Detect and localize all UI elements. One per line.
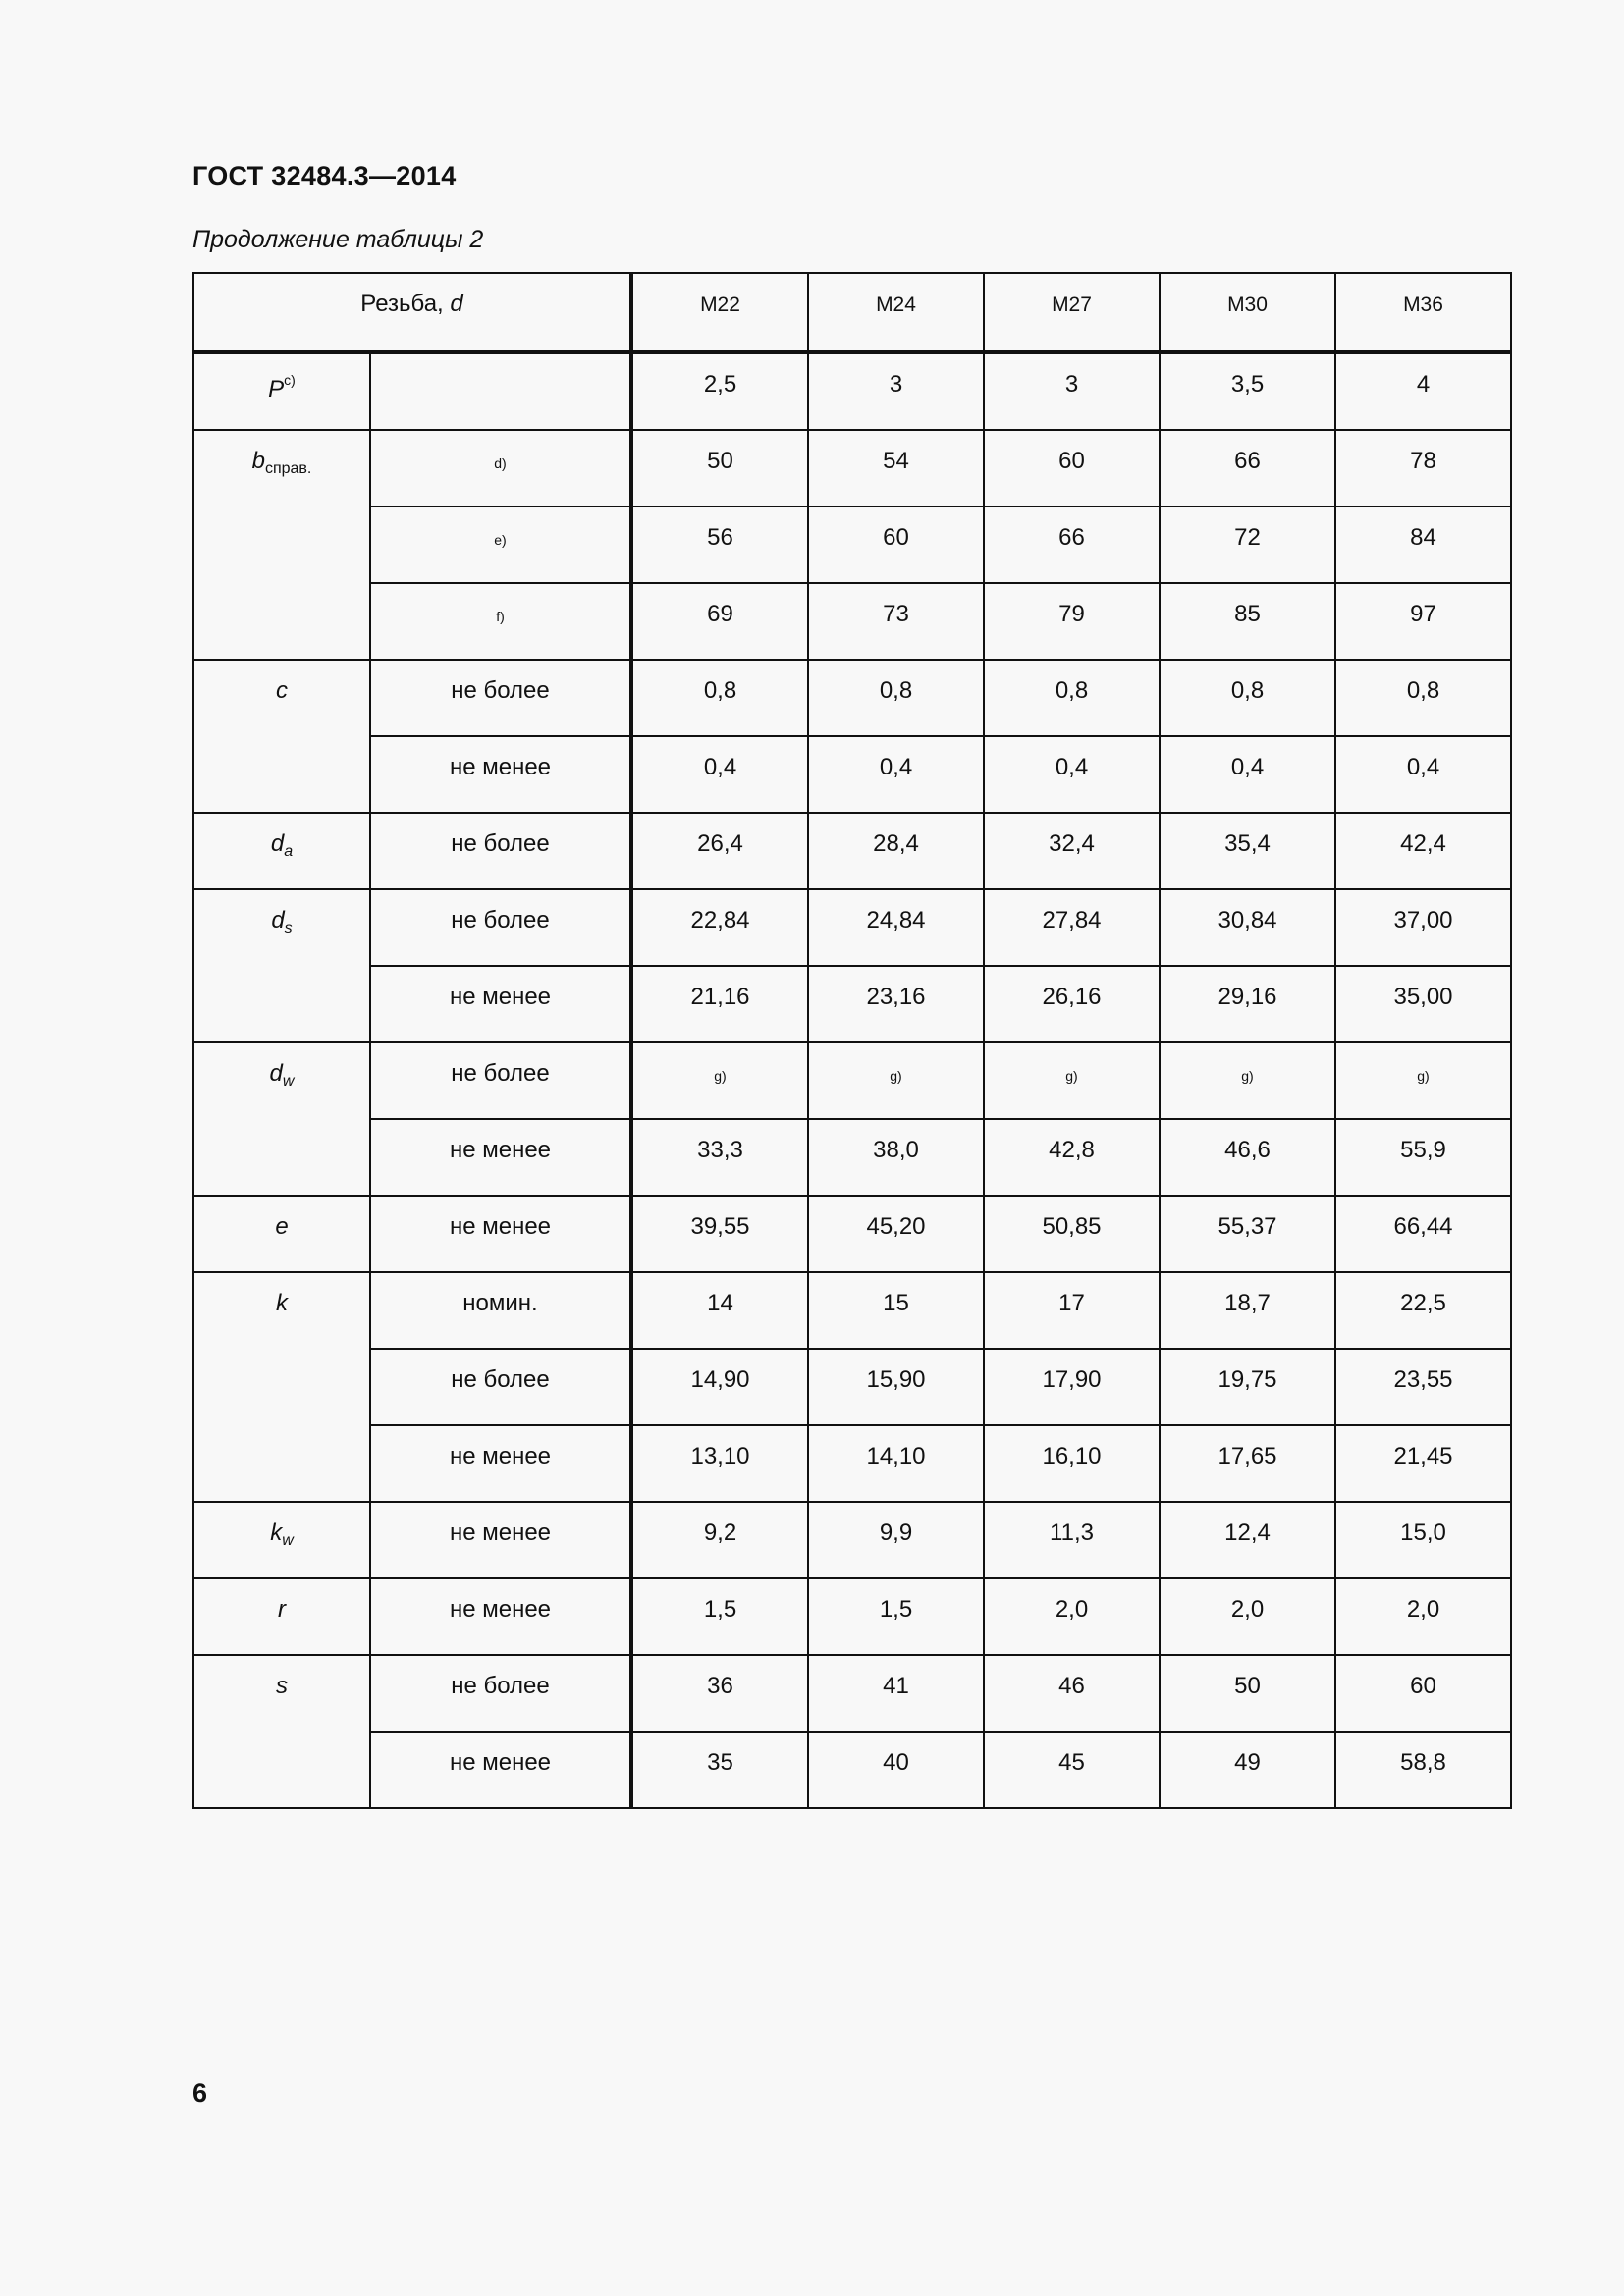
value-cell: 9,2	[631, 1502, 808, 1578]
thread-header	[193, 273, 631, 352]
value-cell: 2,0	[984, 1578, 1160, 1655]
table-row	[193, 1502, 1511, 1578]
note-cell: f)	[370, 583, 631, 660]
value-cell: 36	[631, 1655, 808, 1732]
dimensions-table	[192, 272, 1512, 1809]
value-cell: 19,75	[1160, 1349, 1335, 1425]
value-cell: 78	[1335, 430, 1511, 507]
value-cell: 33,3	[631, 1119, 808, 1196]
value-cell: 24,84	[808, 889, 984, 966]
value-cell: 55,9	[1335, 1119, 1511, 1196]
document-code: ГОСТ 32484.3—2014	[192, 161, 457, 190]
value-cell: 45	[984, 1732, 1160, 1808]
table-caption: Продолжение таблицы 2	[192, 226, 484, 253]
value-cell: 42,8	[984, 1119, 1160, 1196]
table-row	[193, 430, 1511, 507]
value-cell: 18,7	[1160, 1272, 1335, 1349]
value-cell: 21,16	[631, 966, 808, 1042]
condition-cell: не менее	[370, 1425, 631, 1502]
value-cell: 3	[984, 352, 1160, 430]
value-cell: 54	[808, 430, 984, 507]
condition-cell: не более	[370, 889, 631, 966]
table-row	[193, 813, 1511, 889]
table-row	[193, 1119, 1511, 1196]
condition-cell: не менее	[370, 1196, 631, 1272]
value-cell: 60	[1335, 1655, 1511, 1732]
value-cell: 50,85	[984, 1196, 1160, 1272]
size-header: M27	[984, 273, 1160, 352]
value-cell: 14	[631, 1272, 808, 1349]
value-cell: 17,90	[984, 1349, 1160, 1425]
param-c: c	[193, 660, 370, 813]
value-cell: 0,4	[1160, 736, 1335, 813]
value-cell: 55,37	[1160, 1196, 1335, 1272]
table-row	[193, 352, 1511, 430]
condition-cell: не менее	[370, 736, 631, 813]
condition-cell: не более	[370, 1349, 631, 1425]
value-cell: 12,4	[1160, 1502, 1335, 1578]
value-cell: 66	[1160, 430, 1335, 507]
value-cell: 26,4	[631, 813, 808, 889]
value-cell: 2,5	[631, 352, 808, 430]
value-cell: 16,10	[984, 1425, 1160, 1502]
value-cell: 56	[631, 507, 808, 583]
value-cell: 41	[808, 1655, 984, 1732]
table-row	[193, 1578, 1511, 1655]
table-row	[193, 736, 1511, 813]
value-cell: 73	[808, 583, 984, 660]
value-cell: 46	[984, 1655, 1160, 1732]
value-cell: 2,0	[1160, 1578, 1335, 1655]
value-cell: 0,8	[1160, 660, 1335, 736]
condition-cell: не менее	[370, 1732, 631, 1808]
param-p: $P^{c)}$	[193, 352, 370, 430]
table-row	[193, 1196, 1511, 1272]
value-cell: 35,00	[1335, 966, 1511, 1042]
value-cell: 13,10	[631, 1425, 808, 1502]
value-cell: 84	[1335, 507, 1511, 583]
value-cell: 28,4	[808, 813, 984, 889]
condition-cell: не менее	[370, 966, 631, 1042]
value-cell: 0,4	[808, 736, 984, 813]
param-dw: $d_w$	[193, 1042, 370, 1196]
table-row	[193, 966, 1511, 1042]
value-cell: 39,55	[631, 1196, 808, 1272]
value-cell: 97	[1335, 583, 1511, 660]
value-cell: 50	[1160, 1655, 1335, 1732]
value-cell: 14,10	[808, 1425, 984, 1502]
table-row	[193, 1042, 1511, 1119]
param-da: $d_a$	[193, 813, 370, 889]
value-cell: g)	[984, 1042, 1160, 1119]
condition-cell: не менее	[370, 1578, 631, 1655]
value-cell: 66	[984, 507, 1160, 583]
param-kw: $k_w$	[193, 1502, 370, 1578]
value-cell: 30,84	[1160, 889, 1335, 966]
value-cell: 21,45	[1335, 1425, 1511, 1502]
value-cell: 17	[984, 1272, 1160, 1349]
value-cell: 1,5	[808, 1578, 984, 1655]
value-cell: 27,84	[984, 889, 1160, 966]
note-cell: d)	[370, 430, 631, 507]
value-cell: 0,4	[631, 736, 808, 813]
value-cell: 3,5	[1160, 352, 1335, 430]
param-r: r	[193, 1578, 370, 1655]
table-row	[193, 1272, 1511, 1349]
value-cell: g)	[631, 1042, 808, 1119]
value-cell: 32,4	[984, 813, 1160, 889]
param-s: s	[193, 1655, 370, 1808]
value-cell: 66,44	[1335, 1196, 1511, 1272]
size-header: M36	[1335, 273, 1511, 352]
value-cell: 0,8	[808, 660, 984, 736]
value-cell: 15,0	[1335, 1502, 1511, 1578]
value-cell: 0,8	[631, 660, 808, 736]
value-cell: g)	[1335, 1042, 1511, 1119]
value-cell: 60	[808, 507, 984, 583]
condition-cell: номин.	[370, 1272, 631, 1349]
value-cell: g)	[808, 1042, 984, 1119]
value-cell: g)	[1160, 1042, 1335, 1119]
param-b: $b_{справ.}$	[193, 430, 370, 660]
value-cell: 49	[1160, 1732, 1335, 1808]
value-cell: 29,16	[1160, 966, 1335, 1042]
value-cell: 0,4	[984, 736, 1160, 813]
condition-cell: не более	[370, 1655, 631, 1732]
page-number: 6	[192, 2078, 208, 2108]
value-cell: 72	[1160, 507, 1335, 583]
value-cell: 26,16	[984, 966, 1160, 1042]
value-cell: 11,3	[984, 1502, 1160, 1578]
value-cell: 22,84	[631, 889, 808, 966]
value-cell: 37,00	[1335, 889, 1511, 966]
value-cell: 1,5	[631, 1578, 808, 1655]
value-cell: 40	[808, 1732, 984, 1808]
value-cell: 85	[1160, 583, 1335, 660]
table-row	[193, 1349, 1511, 1425]
condition-cell: не менее	[370, 1502, 631, 1578]
value-cell: 0,8	[1335, 660, 1511, 736]
value-cell: 79	[984, 583, 1160, 660]
thread-symbol: d	[450, 291, 463, 317]
param-e: e	[193, 1196, 370, 1272]
table-row	[193, 507, 1511, 583]
table-header-row	[193, 273, 1511, 352]
value-cell: 42,4	[1335, 813, 1511, 889]
table-row	[193, 889, 1511, 966]
value-cell: 46,6	[1160, 1119, 1335, 1196]
value-cell: 22,5	[1335, 1272, 1511, 1349]
value-cell: 58,8	[1335, 1732, 1511, 1808]
size-header: M22	[631, 273, 808, 352]
value-cell: 23,16	[808, 966, 984, 1042]
value-cell: 3	[808, 352, 984, 430]
table-row	[193, 1732, 1511, 1808]
value-cell: 0,4	[1335, 736, 1511, 813]
value-cell: 45,20	[808, 1196, 984, 1272]
table-row	[193, 1425, 1511, 1502]
condition-cell: не менее	[370, 1119, 631, 1196]
value-cell: 0,8	[984, 660, 1160, 736]
value-cell: 35	[631, 1732, 808, 1808]
value-cell: 14,90	[631, 1349, 808, 1425]
value-cell: 9,9	[808, 1502, 984, 1578]
value-cell: 4	[1335, 352, 1511, 430]
param-k: k	[193, 1272, 370, 1502]
note-cell: e)	[370, 507, 631, 583]
value-cell: 23,55	[1335, 1349, 1511, 1425]
condition-cell: не более	[370, 660, 631, 736]
value-cell: 35,4	[1160, 813, 1335, 889]
condition-cell: не более	[370, 813, 631, 889]
param-ds: $d_s$	[193, 889, 370, 1042]
value-cell: 15,90	[808, 1349, 984, 1425]
value-cell: 15	[808, 1272, 984, 1349]
thread-label: Резьба,	[360, 291, 444, 317]
condition-cell: не более	[370, 1042, 631, 1119]
condition-cell	[370, 352, 631, 430]
size-header: M24	[808, 273, 984, 352]
value-cell: 60	[984, 430, 1160, 507]
size-header: M30	[1160, 273, 1335, 352]
table-row	[193, 1655, 1511, 1732]
table-row	[193, 660, 1511, 736]
value-cell: 50	[631, 430, 808, 507]
table-row	[193, 583, 1511, 660]
value-cell: 38,0	[808, 1119, 984, 1196]
value-cell: 2,0	[1335, 1578, 1511, 1655]
value-cell: 69	[631, 583, 808, 660]
value-cell: 17,65	[1160, 1425, 1335, 1502]
